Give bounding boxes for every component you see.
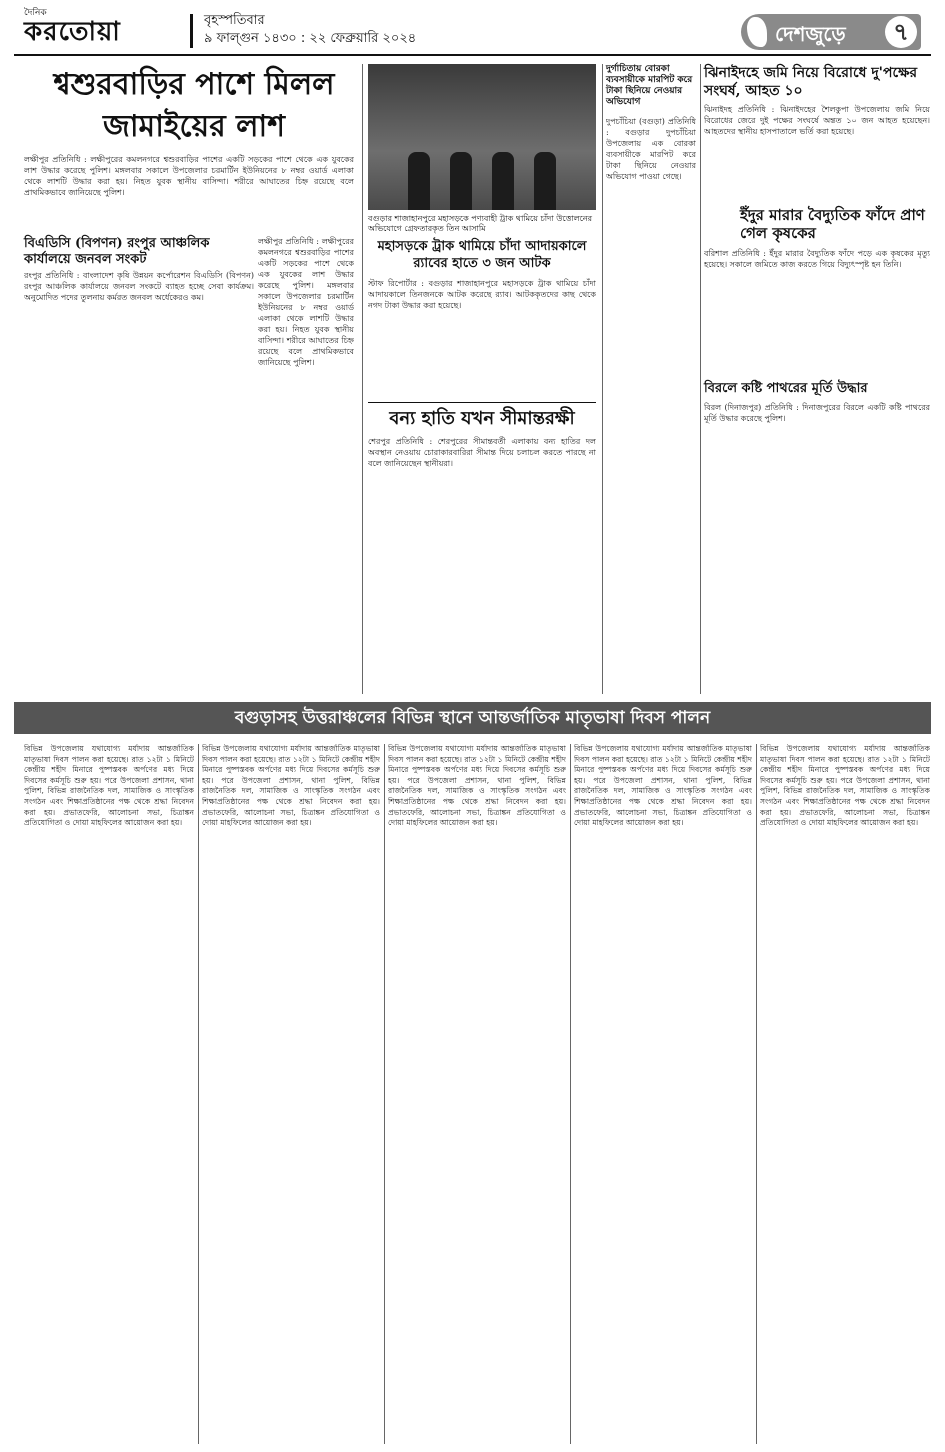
elephant-headline: বন্য হাতি যখন সীমান্তরক্ষী [389, 408, 575, 429]
bangladesh-map-icon [747, 17, 767, 47]
lead-body-continued: লক্ষীপুর প্রতিনিধি : লক্ষীপুরের কমলনগরে শ্বশুরবাড়ির পাশের একটি সড়কের পাশে থেকে এক যুবকের লাশ উদ্ধার করেছে পুলিশ। মঙ্গলবার সকালে উপজেলার চরমার্টিন ইউনিয়নের ৮ নম্বর ওয়ার্ড এলাকা থেকে লাশটি উদ্ধার করা হয়। নিহত যুবক স্থানীয় বাসিন্দা। শরীরে আঘাতের চিহ্ন রয়েছে বলে প্রাথমিকভাবে জানিয়েছে পুলিশ। [258, 237, 354, 367]
column-rule [384, 744, 385, 1444]
page-number: ৭ [885, 16, 917, 48]
logo-name: করতোয়া [24, 17, 121, 47]
section-name: দেশজুড়ে [775, 22, 846, 46]
statue-headline: বিরলে কষ্টি পাথরের মূর্তি উদ্ধার [704, 381, 868, 396]
date: ৯ ফাল্গুন ১৪৩০ : ২২ ফেব্রুয়ারি ২০২৪ [204, 31, 417, 46]
column-rule [198, 744, 199, 1444]
language-day-column: বিভিন্ন উপজেলায় যথাযোগ্য মর্যাদায় আন্তর্জাতিক মাতৃভাষা দিবস পালন করা হয়েছে। রাত ১২টা ১ মিনিটে কেন্দ্রীয় শহীদ মিনারে পুষ্পস্তবক অর্পণের মধ্য দিয়ে দিবসের কর্মসূচি শুরু হয়। পরে উপজেলা প্রশাসন, থানা পুলিশ, বিভিন্ন রাজনৈতিক দল, সামাজিক ও সাংস্কৃতিক সংগঠন এবং শিক্ষাপ্রতিষ্ঠানের পক্ষ থেকে শ্রদ্ধা নিবেদন করা হয়। প্রভাতফেরি, আলোচনা সভা, চিত্রাঙ্কন প্রতিযোগিতা ও দোয়া মাহফিলের আয়োজন করা হয়। [24, 744, 194, 828]
burqa-headline: দুর্গাচিতায় বোরকা ব্যবসায়ীকে মারপিট করে টাকা ছিনিয়ে নেওয়ার অভিযোগ [606, 64, 693, 107]
lead-headline: শ্বশুরবাড়ির পাশে মিলল জামাইয়ের লাশ [53, 67, 335, 144]
column-rule [700, 64, 701, 694]
column-rule [756, 744, 757, 1444]
dateline [204, 12, 416, 48]
photo-figure [534, 152, 556, 210]
lead-sub-body: রংপুর প্রতিনিধি : বাংলাদেশ কৃষি উন্নয়ন কর্পোরেশন বিএডিসি (বিপণন) রংপুর আঞ্চলিক কার্যালয়ে জনবল সংকটে ব্যাহত হচ্ছে সেবা কার্যক্রম। অনুমোদিত পদের তুলনায় কর্মরত জনবল অর্ধেকেরও কম। [24, 271, 254, 302]
masthead [14, 6, 931, 56]
elephant-body: শেরপুর প্রতিনিধি : শেরপুরের সীমান্তবর্তী এলাকায় বন্য হাতির দল অবস্থান নেওয়ায় চোরাকারবারিরা সীমান্ত দিয়ে চলাচল করতে পারছে না বলে জানিয়েছেন স্থানীয়রা। [368, 437, 596, 468]
language-day-column: বিভিন্ন উপজেলায় যথাযোগ্য মর্যাদায় আন্তর্জাতিক মাতৃভাষা দিবস পালন করা হয়েছে। রাত ১২টা ১ মিনিটে কেন্দ্রীয় শহীদ মিনারে পুষ্পস্তবক অর্পণের মধ্য দিয়ে দিবসের কর্মসূচি শুরু হয়। পরে উপজেলা প্রশাসন, থানা পুলিশ, বিভিন্ন রাজনৈতিক দল, সামাজিক ও সাংস্কৃতিক সংগঠন এবং শিক্ষাপ্রতিষ্ঠানের পক্ষ থেকে শ্রদ্ধা নিবেদন করা হয়। প্রভাতফেরি, আলোচনা সভা, চিত্রাঙ্কন প্রতিযোগিতা ও দোয়া মাহফিলের আয়োজন করা হয়। [574, 744, 752, 828]
weekday: বৃহস্পতিবার [204, 13, 265, 28]
mother-language-day-banner: বগুড়াসহ উত্তরাঞ্চলের বিভিন্ন স্থানে আন্তর্জাতিক মাতৃভাষা দিবস পালন [14, 702, 931, 734]
news-photo [368, 64, 596, 210]
language-day-column: বিভিন্ন উপজেলায় যথাযোগ্য মর্যাদায় আন্তর্জাতিক মাতৃভাষা দিবস পালন করা হয়েছে। রাত ১২টা ১ মিনিটে কেন্দ্রীয় শহীদ মিনারে পুষ্পস্তবক অর্পণের মধ্য দিয়ে দিবসের কর্মসূচি শুরু হয়। পরে উপজেলা প্রশাসন, থানা পুলিশ, বিভিন্ন রাজনৈতিক দল, সামাজিক ও সাংস্কৃতিক সংগঠন এবং শিক্ষাপ্রতিষ্ঠানের পক্ষ থেকে শ্রদ্ধা নিবেদন করা হয়। প্রভাতফেরি, আলোচনা সভা, চিত্রাঙ্কন প্রতিযোগিতা ও দোয়া মাহফিলের আয়োজন করা হয়। [202, 744, 380, 828]
lead-body: লক্ষীপুর প্রতিনিধি : লক্ষীপুরের কমলনগরে শ্বশুরবাড়ির পাশের একটি সড়কের পাশে থেকে এক যুবকের লাশ উদ্ধার করেছে পুলিশ। মঙ্গলবার সকালে উপজেলার চরমার্টিন ইউনিয়নের ৮ নম্বর ওয়ার্ড এলাকা থেকে লাশটি উদ্ধার করা হয়। নিহত যুবক স্থানীয় বাসিন্দা। শরীরে আঘাতের চিহ্ন রয়েছে বলে প্রাথমিকভাবে জানিয়েছে পুলিশ। [24, 155, 354, 197]
column-rule [570, 744, 571, 1444]
photo-story-body: স্টাফ রিপোর্টার : বগুড়ার শাজাহানপুরে মহাসড়কে ট্রাক থামিয়ে চাঁদা আদায়কালে তিনজনকে আটক করেছে র‌্যাব। আটককৃতদের কাছ থেকে নগদ টাকা উদ্ধার করা হয়েছে। [368, 279, 596, 310]
section-tag [741, 14, 921, 50]
language-day-column: বিভিন্ন উপজেলায় যথাযোগ্য মর্যাদায় আন্তর্জাতিক মাতৃভাষা দিবস পালন করা হয়েছে। রাত ১২টা ১ মিনিটে কেন্দ্রীয় শহীদ মিনারে পুষ্পস্তবক অর্পণের মধ্য দিয়ে দিবসের কর্মসূচি শুরু হয়। পরে উপজেলা প্রশাসন, থানা পুলিশ, বিভিন্ন রাজনৈতিক দল, সামাজিক ও সাংস্কৃতিক সংগঠন এবং শিক্ষাপ্রতিষ্ঠানের পক্ষ থেকে শ্রদ্ধা নিবেদন করা হয়। প্রভাতফেরি, আলোচনা সভা, চিত্রাঙ্কন প্রতিযোগিতা ও দোয়া মাহফিলের আয়োজন করা হয়। [760, 744, 930, 828]
column-rule [602, 64, 603, 694]
jhenaidah-headline: ঝিনাইদহে জমি নিয়ে বিরোধে দু'পক্ষের সংঘর্ষ, আহত ১০ [704, 65, 918, 99]
lead-subhead: বিএডিসি (বিপণন) রংপুর আঞ্চলিক কার্যালয়ে জনবল সংকট [24, 236, 210, 267]
rat-trap-headline: ইঁদুর মারার বৈদ্যুতিক ফাঁদে প্রাণ গেল কৃষকের [740, 206, 925, 242]
logo-small-text: দৈনিক [24, 8, 47, 18]
masthead-divider [190, 14, 193, 48]
burqa-body: দুপচাঁচিয়া (বগুড়া) প্রতিনিধি : বগুড়ার দুপচাঁচিয়া উপজেলায় এক বোরকা ব্যবসায়ীকে মারপিট করে টাকা ছিনিয়ে নেওয়ার অভিযোগ পাওয়া গেছে। [606, 117, 696, 181]
photo-caption: বগুড়ার শাজাহানপুরে মহাসড়কে পণ্যবাহী ট্রাক থামিয়ে চাঁদা উত্তোলনের অভিযোগে গ্রেফতারকৃত তিন আসামি [368, 214, 593, 233]
language-day-column: বিভিন্ন উপজেলায় যথাযোগ্য মর্যাদায় আন্তর্জাতিক মাতৃভাষা দিবস পালন করা হয়েছে। রাত ১২টা ১ মিনিটে কেন্দ্রীয় শহীদ মিনারে পুষ্পস্তবক অর্পণের মধ্য দিয়ে দিবসের কর্মসূচি শুরু হয়। পরে উপজেলা প্রশাসন, থানা পুলিশ, বিভিন্ন রাজনৈতিক দল, সামাজিক ও সাংস্কৃতিক সংগঠন এবং শিক্ষাপ্রতিষ্ঠানের পক্ষ থেকে শ্রদ্ধা নিবেদন করা হয়। প্রভাতফেরি, আলোচনা সভা, চিত্রাঙ্কন প্রতিযোগিতা ও দোয়া মাহফিলের আয়োজন করা হয়। [388, 744, 566, 828]
divider-line [368, 402, 596, 403]
rat-trap-body: বরিশাল প্রতিনিধি : ইঁদুর মারার বৈদ্যুতিক ফাঁদে পড়ে এক কৃষকের মৃত্যু হয়েছে। সকালে জমিতে কাজ করতে গিয়ে বিদ্যুৎস্পৃষ্ট হন তিনি। [704, 249, 930, 269]
photo-figure [492, 152, 514, 210]
photo-figure [450, 152, 472, 210]
jhenaidah-body: ঝিনাইদহ প্রতিনিধি : ঝিনাইদহের শৈলকুপা উপজেলায় জমি নিয়ে বিরোধের জেরে দুই পক্ষের সংঘর্ষে অন্তত ১০ জন আহত হয়েছেন। আহতদের স্থানীয় হাসপাতালে ভর্তি করা হয়েছে। [704, 105, 930, 136]
photo-figure [408, 152, 430, 210]
photo-story-headline: মহাসড়কে ট্রাক থামিয়ে চাঁদা আদায়কালে র‌্যাবের হাতে ৩ জন আটক [377, 239, 587, 271]
newspaper-logo [24, 8, 121, 46]
statue-body: বিরল (দিনাজপুর) প্রতিনিধি : দিনাজপুরের বিরলে একটি কষ্টি পাথরের মূর্তি উদ্ধার করেছে পুলিশ। [704, 403, 930, 423]
column-rule [362, 64, 363, 694]
